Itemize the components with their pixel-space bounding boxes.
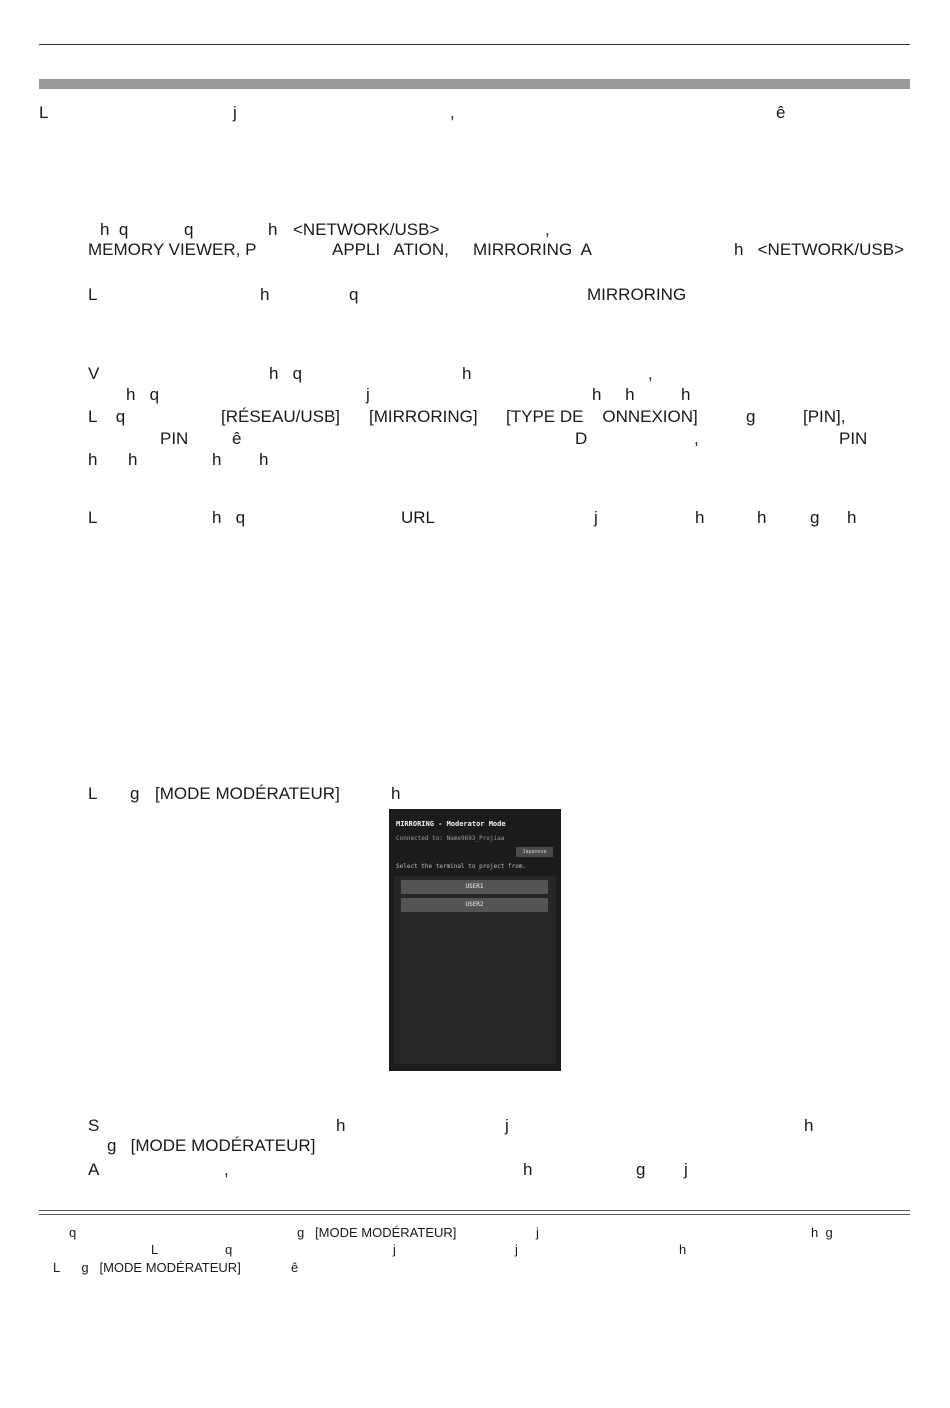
step-text: h <NETWORK/USB> bbox=[734, 240, 905, 259]
step-text: h bbox=[847, 508, 857, 527]
intro-text: ê bbox=[776, 103, 786, 122]
step-text: , bbox=[694, 429, 699, 448]
step-text: L bbox=[88, 285, 98, 304]
step-text: , bbox=[545, 220, 550, 239]
note-text: q bbox=[225, 1242, 233, 1257]
step-text: j bbox=[684, 1160, 688, 1179]
step-text: MIRRORING bbox=[587, 285, 687, 304]
step-text: h bbox=[128, 450, 138, 469]
step-text: V bbox=[88, 364, 100, 383]
moderator-mode-screenshot bbox=[389, 809, 561, 1071]
step-text: , bbox=[224, 1160, 229, 1179]
step-text: h bbox=[695, 508, 705, 527]
step-text: g bbox=[810, 508, 820, 527]
step-text: g bbox=[636, 1160, 646, 1179]
terminal-list bbox=[394, 876, 556, 1064]
note-rule bbox=[39, 1214, 910, 1215]
step-text: h bbox=[260, 285, 270, 304]
step-text: h q bbox=[212, 508, 246, 527]
step-text: <NETWORK/USB> bbox=[293, 220, 440, 239]
step-text: [MODE MODÉRATEUR] bbox=[155, 784, 340, 803]
step-text: q bbox=[349, 285, 359, 304]
intro-text: , bbox=[450, 103, 455, 122]
step-text: h bbox=[88, 450, 98, 469]
note-text: L g [MODE MODÉRATEUR] bbox=[53, 1260, 241, 1275]
step-text: [RÉSEAU/USB] bbox=[221, 407, 341, 426]
note-text: j bbox=[536, 1225, 539, 1240]
step-text: h bbox=[757, 508, 767, 527]
note-text: j bbox=[515, 1242, 518, 1257]
note-rule bbox=[39, 1210, 910, 1211]
step-text: h bbox=[268, 220, 278, 239]
step-text: L q bbox=[88, 407, 126, 426]
intro-text: L bbox=[39, 103, 49, 122]
note-text: h g bbox=[811, 1225, 833, 1240]
step-text: h q bbox=[269, 364, 303, 383]
step-text: h bbox=[681, 385, 691, 404]
step-text: j bbox=[366, 385, 370, 404]
step-text: h bbox=[259, 450, 269, 469]
section-band bbox=[39, 79, 910, 89]
step-text: h bbox=[462, 364, 472, 383]
language-button: Japanese bbox=[516, 847, 553, 857]
step-text: j bbox=[505, 1116, 509, 1135]
step-text: g bbox=[746, 407, 756, 426]
step-text: g bbox=[130, 784, 140, 803]
step-text: , bbox=[648, 364, 653, 383]
step-text: j bbox=[594, 508, 598, 527]
note-text: L bbox=[151, 1242, 159, 1257]
header-rule bbox=[39, 44, 910, 45]
step-text: URL bbox=[401, 508, 436, 527]
note-text: q bbox=[69, 1225, 77, 1240]
step-text: h q bbox=[100, 220, 129, 239]
step-text: [MIRRORING] bbox=[369, 407, 478, 426]
step-text: ê bbox=[232, 429, 242, 448]
step-text: MIRRORING A bbox=[473, 240, 593, 259]
screen-title: MIRRORING - Moderator Mode bbox=[396, 820, 506, 828]
step-text: L bbox=[88, 508, 98, 527]
step-text: h bbox=[391, 784, 401, 803]
step-text: MEMORY VIEWER, P bbox=[88, 240, 257, 259]
step-text: L bbox=[88, 784, 98, 803]
terminal-item-user1: USER1 bbox=[401, 880, 548, 894]
step-text: q bbox=[184, 220, 194, 239]
connection-status: Connected to: Name9693_Projiaa bbox=[396, 835, 505, 842]
step-text: A bbox=[88, 1160, 100, 1179]
note-text: j bbox=[393, 1242, 396, 1257]
note-text: ê bbox=[291, 1260, 299, 1275]
intro-text: j bbox=[233, 103, 237, 122]
step-text: PIN bbox=[160, 429, 189, 448]
step-text: g [MODE MODÉRATEUR] bbox=[107, 1136, 316, 1155]
step-text: h bbox=[804, 1116, 814, 1135]
step-text: PIN bbox=[839, 429, 868, 448]
step-text: D bbox=[575, 429, 588, 448]
step-text: [TYPE DE ONNEXION] bbox=[506, 407, 698, 426]
step-text: S bbox=[88, 1116, 100, 1135]
step-text: h bbox=[336, 1116, 346, 1135]
step-text: h bbox=[523, 1160, 533, 1179]
step-text: h bbox=[212, 450, 222, 469]
note-text: h bbox=[679, 1242, 687, 1257]
step-text: h h bbox=[592, 385, 635, 404]
step-text: [PIN], bbox=[803, 407, 846, 426]
note-text: g [MODE MODÉRATEUR] bbox=[297, 1225, 457, 1240]
step-text: h q bbox=[126, 385, 160, 404]
terminal-item-user2: USER2 bbox=[401, 898, 548, 912]
select-terminal-hint: Select the terminal to project from. bbox=[396, 863, 527, 870]
step-text: APPLI ATION, bbox=[332, 240, 449, 259]
